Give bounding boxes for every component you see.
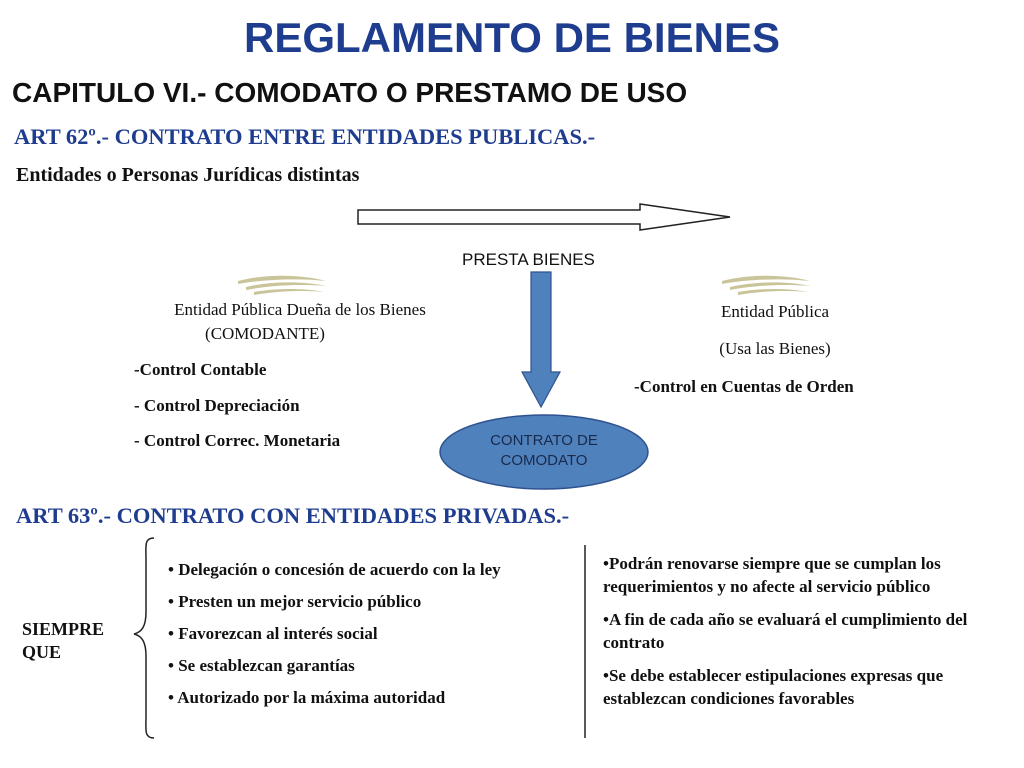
condition-item: • Autorizado por la máxima autoridad	[168, 688, 446, 707]
condition-label-line2: QUE	[22, 642, 62, 663]
notes-list	[603, 552, 1008, 711]
contract-label-line2: COMODATO	[500, 452, 588, 470]
down-arrow	[522, 272, 560, 407]
flow-label: PRESTA BIENES	[462, 250, 595, 269]
contract-label-line1: CONTRATO DE	[490, 432, 598, 449]
owner-item: - Control Correc. Monetaria	[134, 431, 341, 450]
chapter-heading: CAPITULO VI.- COMODATO O PRESTAMO DE USO	[12, 77, 688, 108]
condition-label	[22, 618, 104, 665]
owner-item: -Control Contable	[134, 360, 267, 379]
right-swoosh-icon	[722, 276, 810, 295]
conditions-list	[168, 560, 578, 720]
left-swoosh-icon	[238, 276, 326, 295]
contract-label	[444, 431, 644, 472]
condition-item: • Se establezcan garantías	[168, 656, 355, 675]
note-item: •Se debe establecer estipulaciones expresas que establezcan condiciones favorables	[603, 665, 944, 709]
owner-entity-name: Entidad Pública Dueña de los Bienes	[174, 300, 426, 319]
art63-heading: ART 63º.- CONTRATO CON ENTIDADES PRIVADAS.-	[16, 503, 570, 528]
owner-item: - Control Depreciación	[134, 396, 300, 415]
condition-item: • Delegación o concesión de acuerdo con la ley	[168, 560, 501, 579]
user-entity-role: (Usa las Bienes)	[719, 339, 831, 358]
art62-heading: ART 62º.- CONTRATO ENTRE ENTIDADES PUBLICAS.-	[14, 124, 596, 149]
user-entity-name: Entidad Pública	[720, 302, 830, 321]
left-brace	[134, 538, 154, 738]
horizontal-arrow	[358, 204, 730, 230]
condition-label-line1: SIEMPRE	[22, 619, 105, 639]
note-item: •Podrán renovarse siempre que se cumplan los requerimientos y no afecte al servicio público	[603, 554, 941, 597]
art62-subheading: Entidades o Personas Jurídicas distintas	[16, 164, 360, 186]
page-title: REGLAMENTO DE BIENES	[244, 14, 780, 61]
condition-item: • Favorezcan al interés social	[168, 624, 378, 643]
note-item: •A fin de cada año se evaluará el cumplimiento del contrato	[603, 609, 968, 653]
condition-item: • Presten un mejor servicio público	[168, 592, 422, 611]
user-item: -Control en Cuentas de Orden	[634, 377, 854, 396]
owner-entity-role: (COMODANTE)	[205, 324, 325, 343]
